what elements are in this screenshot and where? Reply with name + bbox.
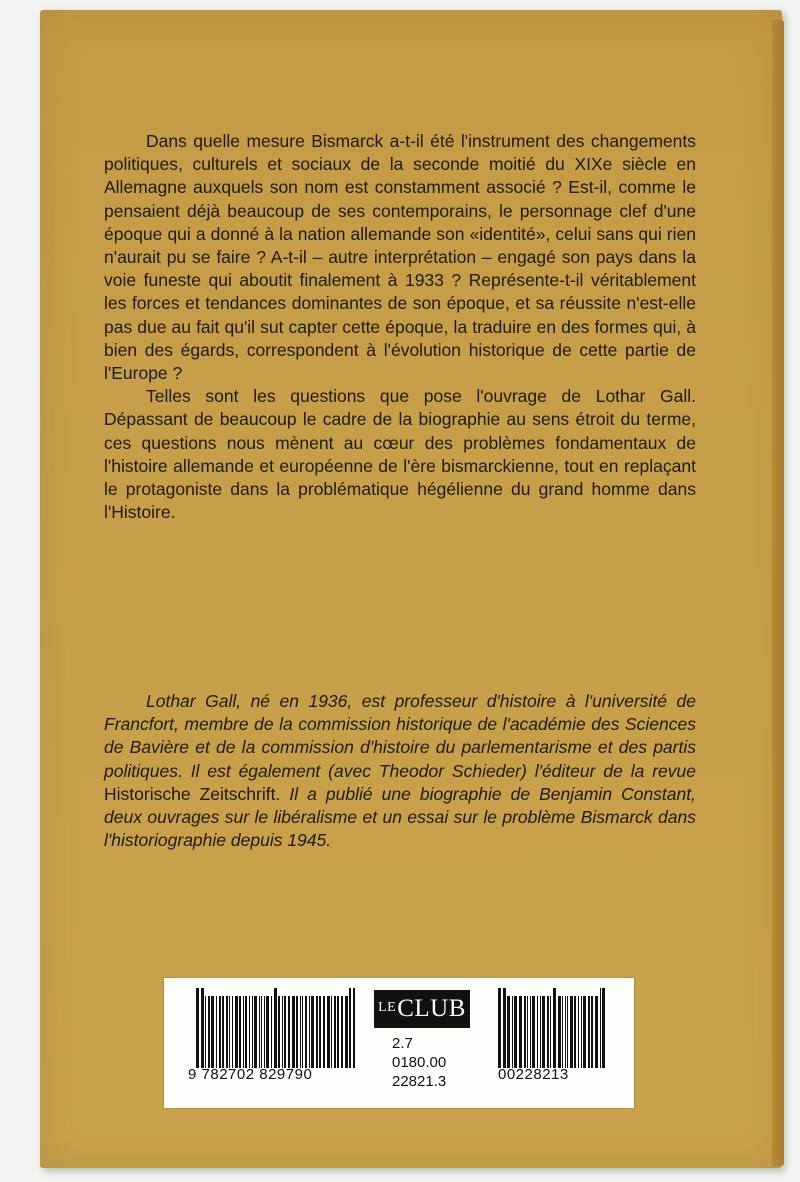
author-bio-text-1: Lothar Gall, né en 1936, est professeur d'histoire à l'université de Francfort, membre de la commission historique de l'académie des Sciences de Bavière et de la commission d'histoire du parlementarisme et des partis politiques. Il est également (avec Theodor Schieder) l'éditeur de la revue <box>104 691 696 781</box>
barcode-bar <box>514 996 517 1068</box>
barcode-bar <box>550 996 551 1068</box>
club-number: 00228213 <box>498 1066 569 1083</box>
barcode-bar <box>196 988 199 1068</box>
barcode-bar <box>537 996 538 1068</box>
barcode-bar <box>337 996 339 1068</box>
author-bio-paragraph <box>104 690 696 852</box>
barcode-bar <box>243 996 244 1068</box>
author-bio-text-2: Il a publié une biographie de Benjamin Constant, deux ouvrages sur le libéralisme et un essai sur le problème Bismarck dans l'historiographie depuis 1945. <box>104 783 696 851</box>
blurb-text <box>104 130 696 524</box>
barcode-bar <box>588 996 590 1068</box>
barcode-bar <box>305 996 307 1068</box>
barcode-bar <box>524 996 526 1068</box>
isbn-barcode <box>196 992 356 1068</box>
code-line-3: 22821.3 <box>392 1073 447 1090</box>
barcode-bar <box>345 996 348 1068</box>
barcode-bar <box>530 996 531 1068</box>
barcode-bar <box>226 996 228 1068</box>
barcode-bar <box>558 996 561 1068</box>
barcode-bar <box>578 996 579 1068</box>
barcode-bar <box>512 996 513 1068</box>
barcode-bar <box>532 996 535 1068</box>
barcode-bar <box>222 996 224 1068</box>
barcode-bar <box>311 996 314 1068</box>
barcode-bar <box>542 996 545 1068</box>
logo-club-text: CLUB <box>397 995 466 1022</box>
barcode-bar <box>296 996 298 1068</box>
barcode-bar <box>334 996 336 1068</box>
barcode-bar <box>600 988 601 1068</box>
barcode-bar <box>201 988 204 1068</box>
barcode-bar <box>264 996 265 1068</box>
barcode-bar <box>547 996 549 1068</box>
barcode-bar <box>353 988 355 1068</box>
barcode-bar <box>211 996 214 1068</box>
logo-le-text: LE <box>378 1000 397 1015</box>
barcode-bar <box>540 996 541 1068</box>
barcode-bar <box>574 996 576 1068</box>
le-club-logo <box>374 990 470 1028</box>
barcode-bar <box>302 996 303 1068</box>
barcode-bar <box>254 996 257 1068</box>
barcode-bar <box>581 996 582 1068</box>
barcode-bar <box>498 988 501 1068</box>
barcode-bar <box>249 996 250 1068</box>
barcode-bar <box>205 996 206 1068</box>
barcode-bar <box>229 996 230 1068</box>
barcode-sticker <box>164 978 634 1108</box>
barcode-bar <box>570 996 573 1068</box>
barcode-bar <box>292 996 295 1068</box>
barcode-bar <box>583 996 586 1068</box>
barcode-bar <box>349 988 351 1068</box>
barcode-bar <box>239 996 241 1068</box>
barcode-bar <box>282 996 283 1068</box>
barcode-bar <box>503 988 506 1068</box>
code-line-1: 2.7 <box>392 1035 413 1052</box>
barcode-bar <box>527 996 528 1068</box>
barcode-bar <box>266 996 269 1068</box>
barcode-bar <box>595 996 598 1068</box>
code-line-2: 0180.00 <box>392 1054 447 1071</box>
barcode-bar <box>591 996 593 1068</box>
barcode-bar <box>319 996 321 1068</box>
barcode-bar <box>309 996 310 1068</box>
book-spine-edge <box>772 20 784 1166</box>
barcode-bar <box>284 996 286 1068</box>
catalog-codes <box>392 1034 472 1091</box>
barcode-bar <box>245 996 247 1068</box>
barcode-bar <box>271 996 272 1068</box>
barcode-bar <box>519 996 522 1068</box>
barcode-bar <box>252 996 253 1068</box>
barcode-bar <box>553 988 556 1068</box>
barcode-bar <box>562 996 563 1068</box>
barcode-bar <box>300 996 301 1068</box>
barcode-bar <box>278 996 280 1068</box>
barcode-bar <box>507 996 510 1068</box>
barcode-bar <box>331 996 332 1068</box>
club-barcode <box>498 992 607 1068</box>
barcode-bar <box>274 988 277 1068</box>
barcode-bar <box>288 996 290 1068</box>
barcode-bar <box>602 988 605 1068</box>
barcode-bar <box>565 996 566 1068</box>
barcode-bar <box>208 996 210 1068</box>
barcode-bar <box>219 996 221 1068</box>
blurb-paragraph-2: Telles sont les questions que pose l'ouvrage de Lothar Gall. Dépassant de beaucoup le cadre de la biographie au sens étroit du terme, ces questions nous mènent au cœur des problèmes fondamentaux de l'histoire allemande et européenne de l'ère bismarckienne, tout en replaçant le protagoniste dans la problématique hégélienne du grand homme dans l'Histoire. <box>104 386 696 523</box>
barcode-bar <box>567 996 568 1068</box>
barcode-bar <box>316 996 318 1068</box>
blurb-paragraph-1: Dans quelle mesure Bismarck a-t-il été l'instrument des changements politiques, culturels et sociaux de la seconde moitié du XIXe siècle en Allemagne auxquels son nom est constamment associé ? Est-il, comme le pensaient déjà beaucoup de ses contemporains, le personnage clef d'une époque qui a donné à la nation allemande son «identité», celui sans qui rien n'aurait pu se faire ? A-t-il – autre interprétation – engagé son pays dans la voie funeste qui aboutit finalement à 1933 ? Représente-t-il véritablement les forces et tendances dominantes de son époque, et sa réussite n'est-elle pas due au fait qu'il sut capter cette époque, la traduire en des formes qui, à bien des égards, correspondent à l'évolution historique de cette partie de l'Europe ? <box>104 131 696 384</box>
barcode-bar <box>323 996 325 1068</box>
barcode-bar <box>235 996 238 1068</box>
barcode-bar <box>216 996 217 1068</box>
barcode-bar <box>261 996 262 1068</box>
barcode-bar <box>327 996 330 1068</box>
author-bio <box>104 690 696 852</box>
barcode-bar <box>341 996 343 1068</box>
isbn-number: 9 782702 829790 <box>188 1066 313 1083</box>
barcode-bar <box>259 996 260 1068</box>
journal-title: Historische Zeitschrift. <box>104 783 281 804</box>
barcode-bar <box>232 996 233 1068</box>
